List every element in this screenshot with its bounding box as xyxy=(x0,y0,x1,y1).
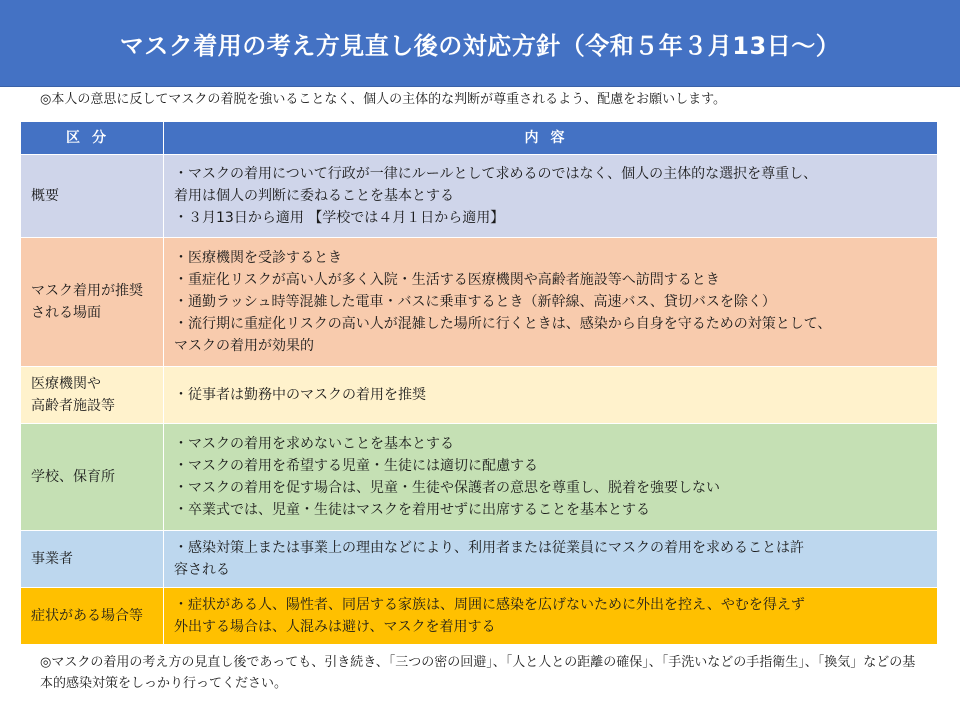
content-cell xyxy=(164,155,938,238)
content-line: ・流行期に重症化リスクの高い人が混雑した場所に行くときは、感染から自身を守るための対策として、 xyxy=(174,316,832,332)
content-line: ・重症化リスクが高い人が多く入院・生活する医療機関や高齢者施設等へ訪問するとき xyxy=(174,272,720,288)
content-line: ・感染対策上または事業上の理由などにより、利用者または従業員にマスクの着用を求めることは許 xyxy=(174,540,804,556)
category-cell xyxy=(21,367,164,424)
header-content: 内容 xyxy=(164,122,938,155)
category-label: 症状がある場合等 xyxy=(31,608,143,624)
category-cell xyxy=(21,588,164,645)
category-cell xyxy=(21,531,164,588)
category-label: 高齢者施設等 xyxy=(31,398,115,414)
category-label: 概要 xyxy=(31,188,59,204)
content-cell xyxy=(164,238,938,367)
content-line: マスクの着用が効果的 xyxy=(174,338,314,354)
top-note: ◎本人の意思に反してマスクの着脱を強いることなく、個人の主体的な判断が尊重されるよう、配慮をお願いします。 xyxy=(40,92,727,107)
content-line: ・通勤ラッシュ時等混雑した電車・バスに乗車するとき（新幹線、高速バス、貸切バスを除く） xyxy=(174,294,776,310)
page-title: マスク着用の考え方見直し後の対応方針（令和５年３月13日～） xyxy=(119,31,841,60)
content-line: ・マスクの着用について行政が一律にルールとして求めるのではなく、個人の主体的な選択を尊重し、 xyxy=(174,166,818,182)
content-line: 着用は個人の判断に委ねることを基本とする xyxy=(174,188,454,204)
content-line: ・症状がある人、陽性者、同居する家族は、周囲に感染を広げないために外出を控え、やむを得えず xyxy=(174,597,805,613)
content-cell xyxy=(164,367,938,424)
content-cell xyxy=(164,531,938,588)
content-line: ・マスクの着用を求めないことを基本とする xyxy=(174,436,454,452)
category-label: 医療機関や xyxy=(31,376,101,392)
header-category: 区分 xyxy=(21,122,164,155)
title-banner xyxy=(0,0,960,87)
category-label: マスク着用が推奨される場面 xyxy=(31,283,143,321)
category-label: 事業者 xyxy=(31,551,73,567)
table-row-overview xyxy=(21,155,938,238)
category-cell xyxy=(21,238,164,367)
content-cell xyxy=(164,424,938,531)
content-cell xyxy=(164,588,938,645)
table-row-businesses xyxy=(21,531,938,588)
table-row-symptoms xyxy=(21,588,938,645)
content-line: ・卒業式では、児童・生徒はマスクを着用せずに出席することを基本とする xyxy=(174,502,650,518)
category-label: 学校、保育所 xyxy=(31,469,115,485)
content-line: ・従事者は勤務中のマスクの着用を推奨 xyxy=(174,387,426,403)
policy-table xyxy=(20,121,938,645)
content-line: ・マスクの着用を希望する児童・生徒には適切に配慮する xyxy=(174,458,538,474)
content-line: ・マスクの着用を促す場合は、児童・生徒や保護者の意思を尊重し、脱着を強要しない xyxy=(174,480,720,496)
table-row-medical-facilities xyxy=(21,367,938,424)
table-row-schools xyxy=(21,424,938,531)
table-row-recommended-scenes xyxy=(21,238,938,367)
content-line: 外出する場合は、人混みは避け、マスクを着用する xyxy=(174,619,496,635)
bottom-note: ◎マスクの着用の考え方の見直し後であっても、引き続き、「三つの密の回避」、「人と人との距離の確保」、「手洗いなどの手指衛生」、「換気」などの基本的感染対策をしっかり行ってください。 xyxy=(40,655,916,691)
table-header-row xyxy=(21,122,938,155)
content-line: ・医療機関を受診するとき xyxy=(174,250,342,266)
category-cell xyxy=(21,424,164,531)
category-cell xyxy=(21,155,164,238)
content-line: ・３月13日から適用 【学校では４月１日から適用】 xyxy=(174,210,505,226)
content-line: 容される xyxy=(174,562,230,578)
